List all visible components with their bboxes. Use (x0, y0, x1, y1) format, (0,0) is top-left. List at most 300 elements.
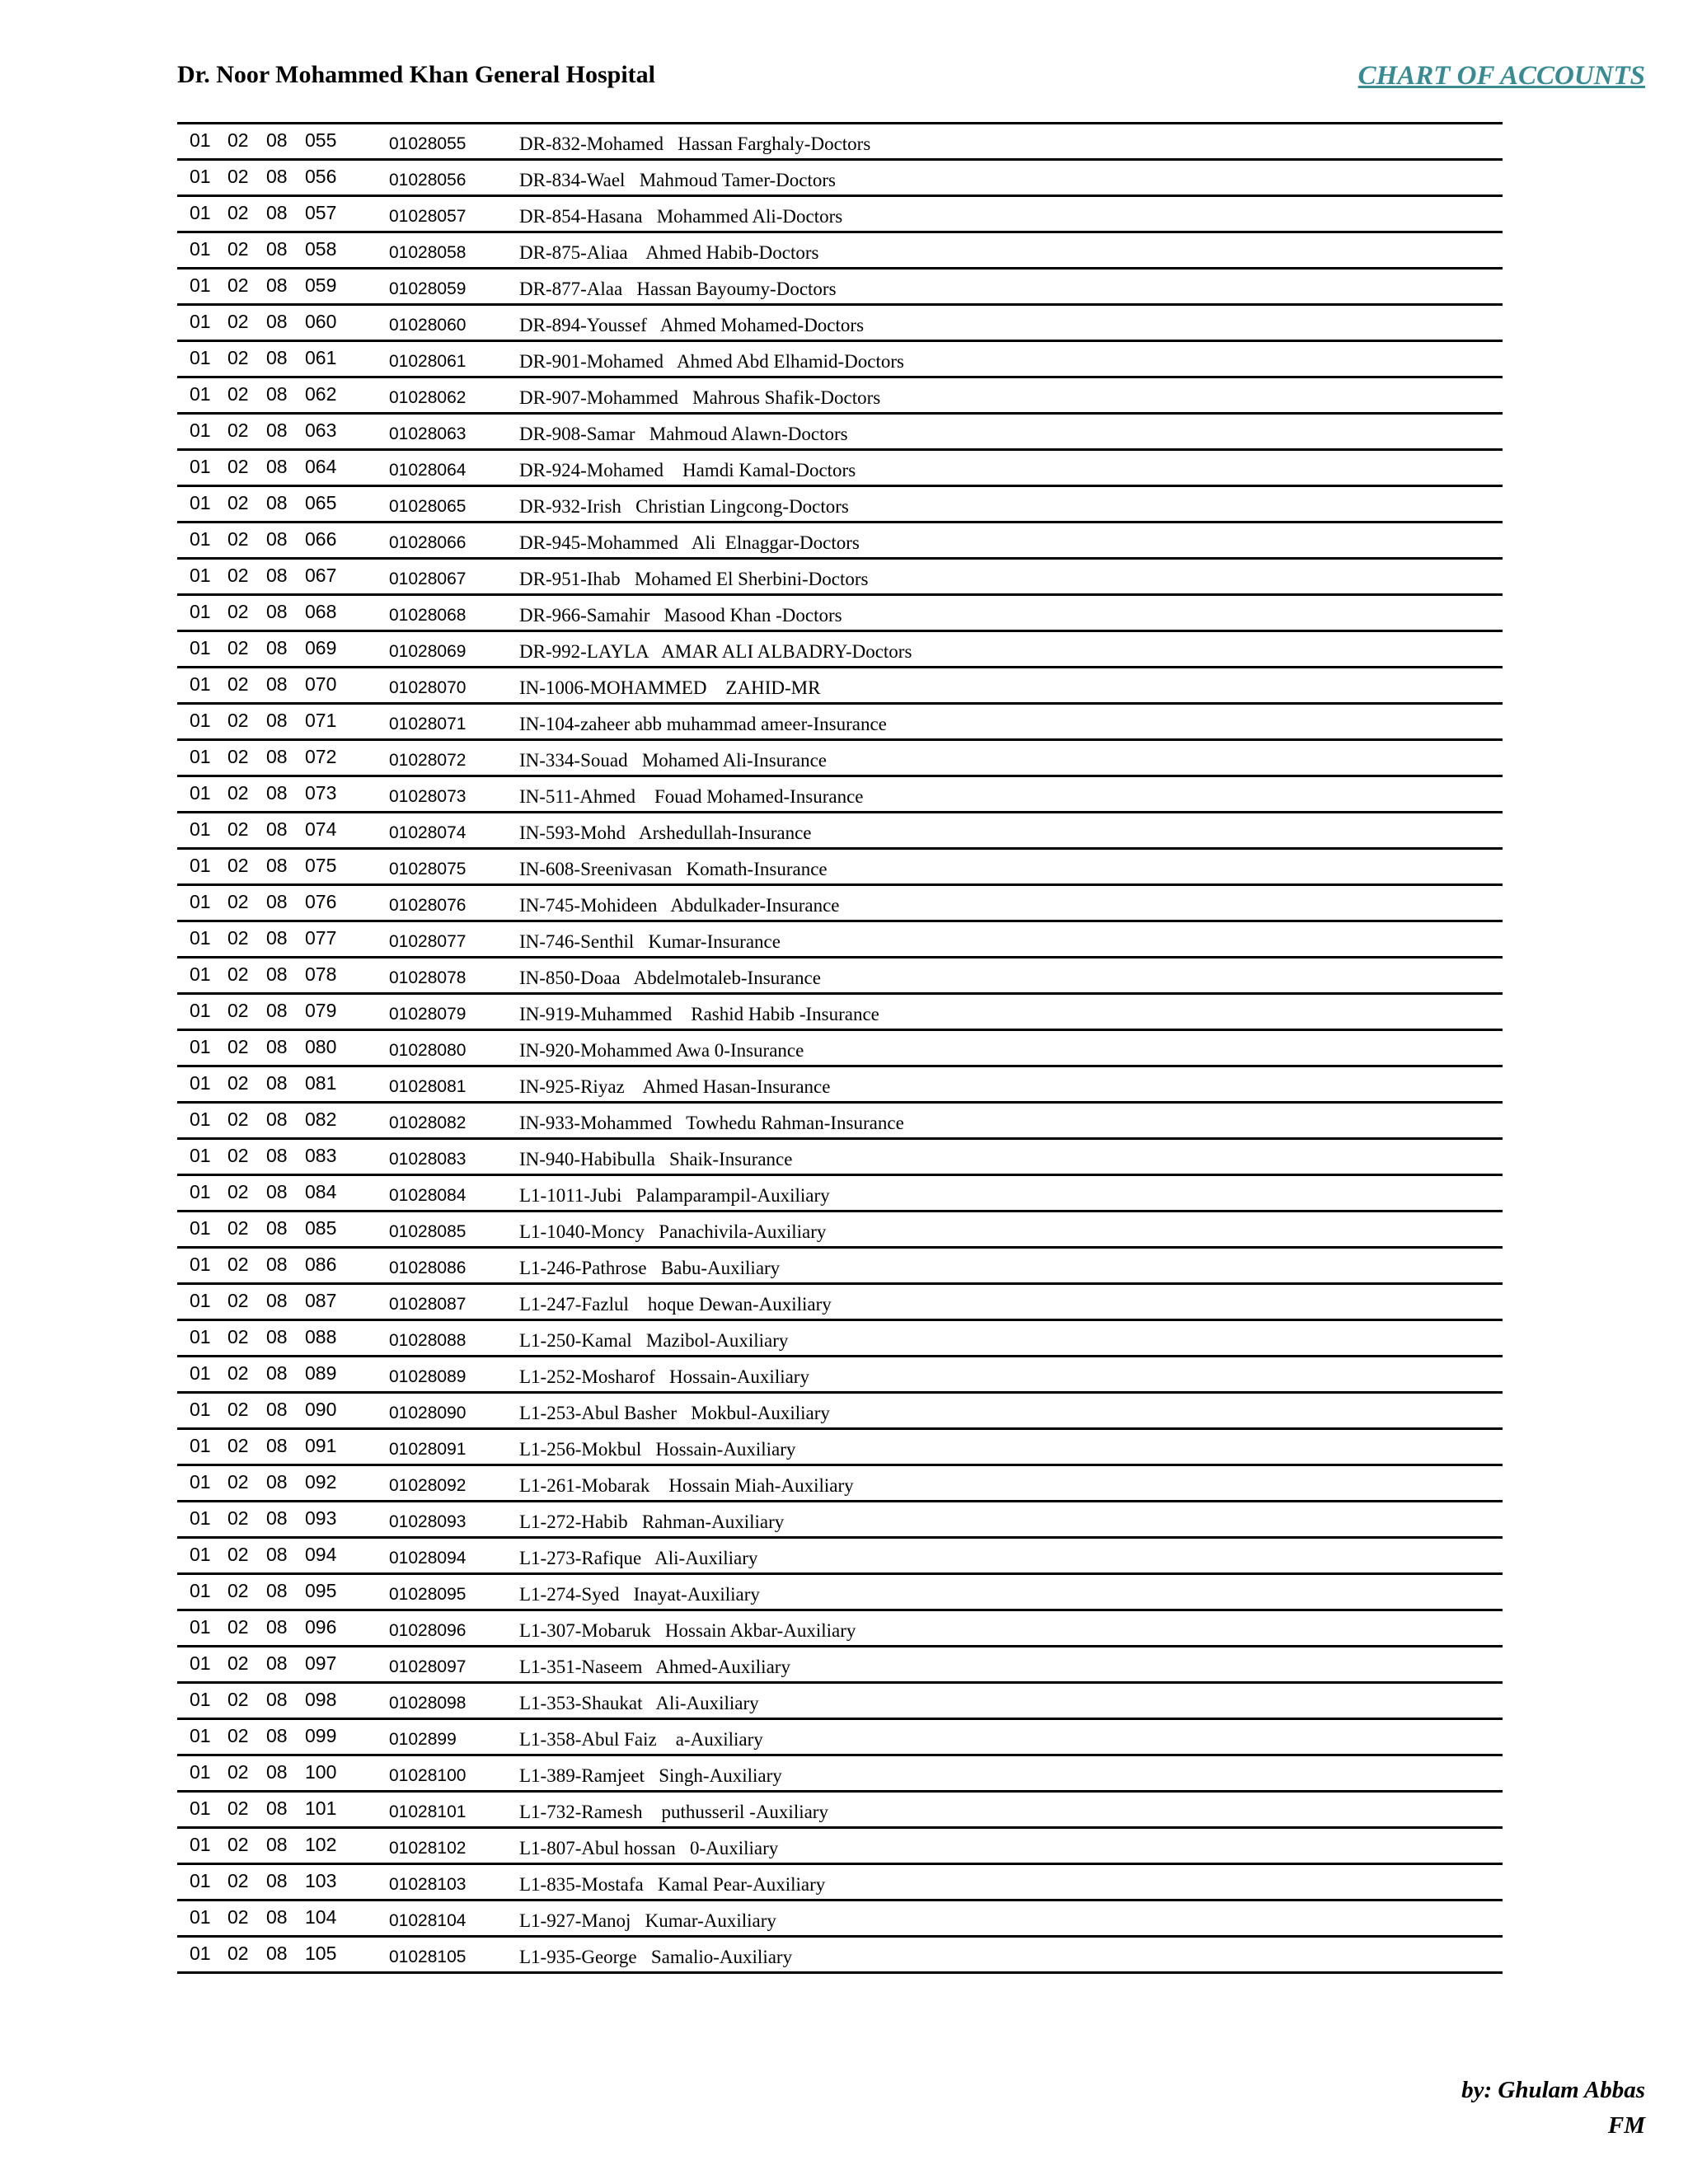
account-level-1: 01 (190, 565, 211, 586)
account-name: IN-745-Mohideen Abdulkader-Insurance (519, 895, 840, 916)
table-row (177, 342, 1503, 378)
account-level-3: 08 (266, 1906, 288, 1928)
account-level-3: 08 (266, 1797, 288, 1819)
account-code: 01028062 (389, 388, 467, 407)
account-level-2: 02 (227, 528, 249, 550)
account-level-3: 08 (266, 1290, 288, 1311)
account-level-3: 08 (266, 746, 288, 767)
table-row (177, 596, 1503, 632)
account-code: 01028061 (389, 352, 467, 371)
account-level-3: 08 (266, 1181, 288, 1202)
account-name: L1-927-Manoj Kumar-Auxiliary (519, 1910, 776, 1931)
table-row (177, 1575, 1503, 1611)
account-code: 01028097 (389, 1657, 467, 1676)
account-code: 01028056 (389, 171, 467, 190)
account-level-3: 08 (266, 1544, 288, 1565)
account-code: 01028081 (389, 1077, 467, 1096)
account-name: IN-334-Souad Mohamed Ali-Insurance (519, 750, 828, 771)
account-level-3: 08 (266, 1217, 288, 1239)
account-level-4: 095 (305, 1580, 337, 1601)
account-code: 01028060 (389, 316, 467, 335)
account-level-1: 01 (190, 1761, 211, 1783)
account-level-1: 01 (190, 1507, 211, 1529)
account-level-2: 02 (227, 963, 249, 985)
account-level-4: 098 (305, 1689, 337, 1710)
account-level-3: 08 (266, 1362, 288, 1384)
table-row (177, 197, 1503, 233)
table-row (177, 668, 1503, 705)
account-level-1: 01 (190, 274, 211, 296)
account-code: 01028066 (389, 533, 467, 552)
account-name: L1-835-Mostafa Kamal Pear-Auxiliary (519, 1874, 826, 1895)
account-level-2: 02 (227, 274, 249, 296)
account-level-3: 08 (266, 855, 288, 876)
account-level-2: 02 (227, 1108, 249, 1130)
account-level-1: 01 (190, 1000, 211, 1021)
account-level-3: 08 (266, 1254, 288, 1275)
account-level-4: 065 (305, 492, 337, 513)
account-level-2: 02 (227, 1725, 249, 1746)
account-level-3: 08 (266, 565, 288, 586)
account-level-2: 02 (227, 1254, 249, 1275)
account-level-1: 01 (190, 1145, 211, 1166)
account-code: 01028082 (389, 1113, 467, 1132)
account-level-1: 01 (190, 710, 211, 731)
account-code: 01028092 (389, 1476, 467, 1495)
table-row (177, 1647, 1503, 1684)
account-level-2: 02 (227, 927, 249, 949)
table-row (177, 1938, 1503, 1974)
account-level-4: 084 (305, 1181, 337, 1202)
table-row (177, 1901, 1503, 1938)
account-code: 01028093 (389, 1512, 467, 1531)
table-row (177, 813, 1503, 850)
account-level-2: 02 (227, 1145, 249, 1166)
account-name: L1-351-Naseem Ahmed-Auxiliary (519, 1657, 790, 1677)
table-row (177, 233, 1503, 269)
table-row (177, 1212, 1503, 1249)
account-level-4: 075 (305, 855, 337, 876)
account-level-3: 08 (266, 1834, 288, 1855)
table-row (177, 705, 1503, 741)
account-code: 0102899 (389, 1730, 457, 1749)
account-code: 01028055 (389, 134, 467, 153)
account-level-3: 08 (266, 1108, 288, 1130)
account-level-1: 01 (190, 1362, 211, 1384)
account-level-2: 02 (227, 1761, 249, 1783)
account-code: 01028075 (389, 860, 467, 879)
account-level-1: 01 (190, 637, 211, 658)
account-name: IN-608-Sreenivasan Komath-Insurance (519, 859, 828, 879)
account-name: DR-877-Alaa Hassan Bayoumy-Doctors (519, 279, 837, 299)
account-level-3: 08 (266, 1870, 288, 1891)
account-level-2: 02 (227, 746, 249, 767)
account-code: 01028089 (389, 1367, 467, 1386)
account-code: 01028064 (389, 461, 467, 480)
account-level-4: 057 (305, 202, 337, 223)
account-level-1: 01 (190, 1326, 211, 1347)
account-level-1: 01 (190, 383, 211, 405)
account-level-3: 08 (266, 1435, 288, 1456)
account-code: 01028068 (389, 606, 467, 625)
account-level-2: 02 (227, 1181, 249, 1202)
account-level-4: 101 (305, 1797, 337, 1819)
table-row (177, 995, 1503, 1031)
account-name: DR-907-Mohammed Mahrous Shafik-Doctors (519, 387, 881, 408)
account-level-4: 055 (305, 129, 337, 151)
account-code: 01028090 (389, 1404, 467, 1422)
account-code: 01028071 (389, 715, 467, 733)
account-name: DR-992-LAYLA AMAR ALI ALBADRY-Doctors (519, 641, 912, 662)
account-level-3: 08 (266, 927, 288, 949)
table-row (177, 1502, 1503, 1539)
account-level-2: 02 (227, 1943, 249, 1964)
account-level-4: 078 (305, 963, 337, 985)
account-level-3: 08 (266, 637, 288, 658)
account-level-3: 08 (266, 1399, 288, 1420)
account-level-4: 079 (305, 1000, 337, 1021)
account-name: DR-854-Hasana Mohammed Ali-Doctors (519, 206, 843, 227)
account-level-1: 01 (190, 166, 211, 187)
account-level-3: 08 (266, 1326, 288, 1347)
account-level-1: 01 (190, 1870, 211, 1891)
account-name: L1-261-Mobarak Hossain Miah-Auxiliary (519, 1475, 854, 1496)
account-level-3: 08 (266, 238, 288, 260)
account-level-3: 08 (266, 202, 288, 223)
account-level-1: 01 (190, 347, 211, 368)
account-level-1: 01 (190, 1943, 211, 1964)
table-row (177, 560, 1503, 596)
account-level-1: 01 (190, 1108, 211, 1130)
account-name: L1-256-Mokbul Hossain-Auxiliary (519, 1439, 796, 1460)
account-level-3: 08 (266, 1616, 288, 1638)
account-level-1: 01 (190, 456, 211, 477)
account-name: DR-924-Mohamed Hamdi Kamal-Doctors (519, 460, 856, 480)
account-code: 01028070 (389, 678, 467, 697)
account-level-3: 08 (266, 129, 288, 151)
account-name: IN-850-Doaa Abdelmotaleb-Insurance (519, 968, 821, 988)
account-level-4: 064 (305, 456, 337, 477)
account-name: L1-307-Mobaruk Hossain Akbar-Auxiliary (519, 1620, 856, 1641)
account-level-1: 01 (190, 528, 211, 550)
table-row (177, 922, 1503, 958)
account-level-3: 08 (266, 1145, 288, 1166)
account-level-3: 08 (266, 1943, 288, 1964)
account-level-2: 02 (227, 1906, 249, 1928)
account-code: 01028091 (389, 1440, 467, 1459)
account-code: 01028076 (389, 896, 467, 915)
account-name: DR-894-Youssef Ahmed Mohamed-Doctors (519, 315, 865, 335)
account-level-3: 08 (266, 963, 288, 985)
account-level-4: 060 (305, 311, 337, 332)
account-name: IN-919-Muhammed Rashid Habib -Insurance (519, 1004, 879, 1024)
table-row (177, 777, 1503, 813)
account-level-2: 02 (227, 419, 249, 441)
account-code: 01028058 (389, 243, 467, 262)
account-name: IN-511-Ahmed Fouad Mohamed-Insurance (519, 786, 864, 807)
account-level-4: 059 (305, 274, 337, 296)
account-level-1: 01 (190, 818, 211, 840)
account-level-3: 08 (266, 528, 288, 550)
account-level-4: 092 (305, 1471, 337, 1493)
table-row (177, 1684, 1503, 1720)
account-code: 01028102 (389, 1839, 467, 1858)
account-level-1: 01 (190, 927, 211, 949)
accounts-table (177, 122, 1503, 1974)
account-level-3: 08 (266, 601, 288, 622)
account-name: IN-933-Mohammed Towhedu Rahman-Insurance (519, 1113, 904, 1133)
account-name: IN-1006-MOHAMMED ZAHID-MR (519, 677, 821, 698)
account-level-4: 088 (305, 1326, 337, 1347)
footer-role: FM (1607, 2112, 1645, 2139)
account-level-2: 02 (227, 1834, 249, 1855)
account-level-3: 08 (266, 891, 288, 912)
table-row (177, 1611, 1503, 1647)
table-row (177, 1756, 1503, 1793)
account-level-4: 096 (305, 1616, 337, 1638)
account-level-3: 08 (266, 311, 288, 332)
account-level-2: 02 (227, 637, 249, 658)
account-name: DR-832-Mohamed Hassan Farghaly-Doctors (519, 134, 871, 154)
table-row (177, 850, 1503, 886)
account-level-3: 08 (266, 383, 288, 405)
account-level-4: 074 (305, 818, 337, 840)
account-name: L1-1040-Moncy Panachivila-Auxiliary (519, 1221, 827, 1242)
account-level-4: 090 (305, 1399, 337, 1420)
account-level-2: 02 (227, 383, 249, 405)
account-level-1: 01 (190, 746, 211, 767)
account-level-1: 01 (190, 419, 211, 441)
table-row (177, 161, 1503, 197)
account-level-1: 01 (190, 1471, 211, 1493)
account-level-4: 091 (305, 1435, 337, 1456)
table-row (177, 1176, 1503, 1212)
account-code: 01028083 (389, 1150, 467, 1169)
account-level-1: 01 (190, 1181, 211, 1202)
account-level-2: 02 (227, 818, 249, 840)
account-code: 01028078 (389, 968, 467, 987)
account-name: IN-104-zaheer abb muhammad ameer-Insurance (519, 714, 887, 734)
account-name: DR-951-Ihab Mohamed El Sherbini-Doctors (519, 569, 869, 589)
account-level-2: 02 (227, 855, 249, 876)
account-level-2: 02 (227, 347, 249, 368)
account-level-3: 08 (266, 419, 288, 441)
account-level-4: 080 (305, 1036, 337, 1057)
account-code: 01028063 (389, 424, 467, 443)
account-level-4: 085 (305, 1217, 337, 1239)
account-level-3: 08 (266, 274, 288, 296)
account-level-4: 073 (305, 782, 337, 804)
account-level-4: 066 (305, 528, 337, 550)
account-level-2: 02 (227, 1036, 249, 1057)
account-level-4: 071 (305, 710, 337, 731)
account-name: L1-353-Shaukat Ali-Auxiliary (519, 1693, 759, 1713)
account-level-2: 02 (227, 1616, 249, 1638)
account-level-3: 08 (266, 1652, 288, 1674)
account-level-1: 01 (190, 1036, 211, 1057)
account-level-4: 104 (305, 1906, 337, 1928)
footer-author: by: Ghulam Abbas (1461, 2077, 1645, 2103)
account-level-1: 01 (190, 1689, 211, 1710)
account-level-4: 067 (305, 565, 337, 586)
account-code: 01028086 (389, 1258, 467, 1277)
account-level-2: 02 (227, 202, 249, 223)
account-level-2: 02 (227, 1290, 249, 1311)
table-row (177, 1285, 1503, 1321)
account-level-4: 099 (305, 1725, 337, 1746)
table-row (177, 1357, 1503, 1394)
account-level-4: 068 (305, 601, 337, 622)
account-name: DR-834-Wael Mahmoud Tamer-Doctors (519, 170, 837, 190)
account-code: 01028101 (389, 1802, 467, 1821)
account-level-2: 02 (227, 1652, 249, 1674)
account-level-4: 061 (305, 347, 337, 368)
account-level-2: 02 (227, 1217, 249, 1239)
account-level-1: 01 (190, 1290, 211, 1311)
account-level-4: 062 (305, 383, 337, 405)
table-row (177, 741, 1503, 777)
account-name: L1-247-Fazlul hoque Dewan-Auxiliary (519, 1294, 832, 1315)
table-row (177, 958, 1503, 995)
account-level-1: 01 (190, 1399, 211, 1420)
table-row (177, 1865, 1503, 1901)
account-code: 01028094 (389, 1549, 467, 1568)
account-level-4: 105 (305, 1943, 337, 1964)
account-level-3: 08 (266, 347, 288, 368)
table-row (177, 487, 1503, 523)
account-level-3: 08 (266, 818, 288, 840)
account-name: IN-940-Habibulla Shaik-Insurance (519, 1149, 793, 1169)
account-level-4: 100 (305, 1761, 337, 1783)
account-name: L1-1011-Jubi Palamparampil-Auxiliary (519, 1185, 830, 1206)
account-level-2: 02 (227, 1399, 249, 1420)
account-level-3: 08 (266, 492, 288, 513)
account-level-4: 102 (305, 1834, 337, 1855)
account-name: L1-358-Abul Faiz a-Auxiliary (519, 1729, 763, 1750)
account-code: 01028095 (389, 1585, 467, 1604)
account-level-2: 02 (227, 1471, 249, 1493)
account-name: L1-935-George Samalio-Auxiliary (519, 1947, 793, 1967)
account-level-4: 086 (305, 1254, 337, 1275)
table-row (177, 1249, 1503, 1285)
account-level-2: 02 (227, 1689, 249, 1710)
account-code: 01028080 (389, 1041, 467, 1060)
account-level-4: 094 (305, 1544, 337, 1565)
account-name: DR-966-Samahir Masood Khan -Doctors (519, 605, 842, 626)
account-level-2: 02 (227, 565, 249, 586)
account-name: IN-920-Mohammed Awa 0-Insurance (519, 1040, 804, 1061)
table-row (177, 523, 1503, 560)
account-code: 01028072 (389, 751, 467, 770)
account-level-4: 081 (305, 1072, 337, 1094)
account-name: DR-908-Samar Mahmoud Alawn-Doctors (519, 424, 848, 444)
table-row (177, 124, 1503, 161)
account-level-4: 070 (305, 673, 337, 695)
table-row (177, 378, 1503, 415)
account-level-1: 01 (190, 1544, 211, 1565)
account-level-3: 08 (266, 1689, 288, 1710)
account-level-2: 02 (227, 129, 249, 151)
account-level-2: 02 (227, 601, 249, 622)
account-level-1: 01 (190, 673, 211, 695)
table-row (177, 1466, 1503, 1502)
table-row (177, 415, 1503, 451)
account-level-3: 08 (266, 710, 288, 731)
account-level-4: 076 (305, 891, 337, 912)
account-level-2: 02 (227, 891, 249, 912)
account-level-4: 069 (305, 637, 337, 658)
account-code: 01028088 (389, 1331, 467, 1350)
account-level-2: 02 (227, 1797, 249, 1819)
account-code: 01028084 (389, 1186, 467, 1205)
account-level-1: 01 (190, 1797, 211, 1819)
table-row (177, 886, 1503, 922)
account-code: 01028057 (389, 207, 467, 226)
account-level-1: 01 (190, 238, 211, 260)
account-level-2: 02 (227, 782, 249, 804)
account-level-3: 08 (266, 1725, 288, 1746)
account-name: IN-925-Riyaz Ahmed Hasan-Insurance (519, 1076, 831, 1097)
account-level-1: 01 (190, 782, 211, 804)
account-code: 01028059 (389, 279, 467, 298)
account-level-1: 01 (190, 1616, 211, 1638)
account-level-1: 01 (190, 129, 211, 151)
hospital-name: Dr. Noor Mohammed Khan General Hospital (177, 61, 656, 88)
account-name: L1-807-Abul hossan 0-Auxiliary (519, 1838, 779, 1858)
account-code: 01028103 (389, 1875, 467, 1894)
account-level-4: 089 (305, 1362, 337, 1384)
account-name: L1-274-Syed Inayat-Auxiliary (519, 1584, 760, 1605)
account-code: 01028073 (389, 787, 467, 806)
table-row (177, 632, 1503, 668)
account-level-4: 077 (305, 927, 337, 949)
table-row (177, 1031, 1503, 1067)
account-level-2: 02 (227, 1870, 249, 1891)
account-level-3: 08 (266, 1072, 288, 1094)
account-level-2: 02 (227, 492, 249, 513)
account-name: L1-732-Ramesh puthusseril -Auxiliary (519, 1802, 828, 1822)
account-code: 01028077 (389, 932, 467, 951)
account-level-2: 02 (227, 238, 249, 260)
account-level-1: 01 (190, 1725, 211, 1746)
account-code: 01028069 (389, 642, 467, 661)
account-code: 01028067 (389, 569, 467, 588)
account-level-1: 01 (190, 1580, 211, 1601)
account-level-3: 08 (266, 673, 288, 695)
account-level-4: 083 (305, 1145, 337, 1166)
account-name: L1-250-Kamal Mazibol-Auxiliary (519, 1330, 789, 1351)
table-row (177, 1067, 1503, 1104)
account-level-2: 02 (227, 710, 249, 731)
account-level-2: 02 (227, 1544, 249, 1565)
account-code: 01028100 (389, 1766, 467, 1785)
account-name: DR-945-Mohammed Ali Elnaggar-Doctors (519, 532, 860, 553)
account-level-2: 02 (227, 166, 249, 187)
account-name: IN-593-Mohd Arshedullah-Insurance (519, 823, 812, 843)
account-code: 01028098 (389, 1694, 467, 1713)
account-level-2: 02 (227, 311, 249, 332)
account-level-1: 01 (190, 1217, 211, 1239)
account-name: L1-389-Ramjeet Singh-Auxiliary (519, 1765, 782, 1786)
account-level-1: 01 (190, 492, 211, 513)
table-row (177, 269, 1503, 306)
account-level-4: 103 (305, 1870, 337, 1891)
account-name: DR-932-Irish Christian Lingcong-Doctors (519, 496, 849, 517)
account-code: 01028074 (389, 823, 467, 842)
account-level-2: 02 (227, 1362, 249, 1384)
account-level-1: 01 (190, 1652, 211, 1674)
account-code: 01028079 (389, 1005, 467, 1024)
